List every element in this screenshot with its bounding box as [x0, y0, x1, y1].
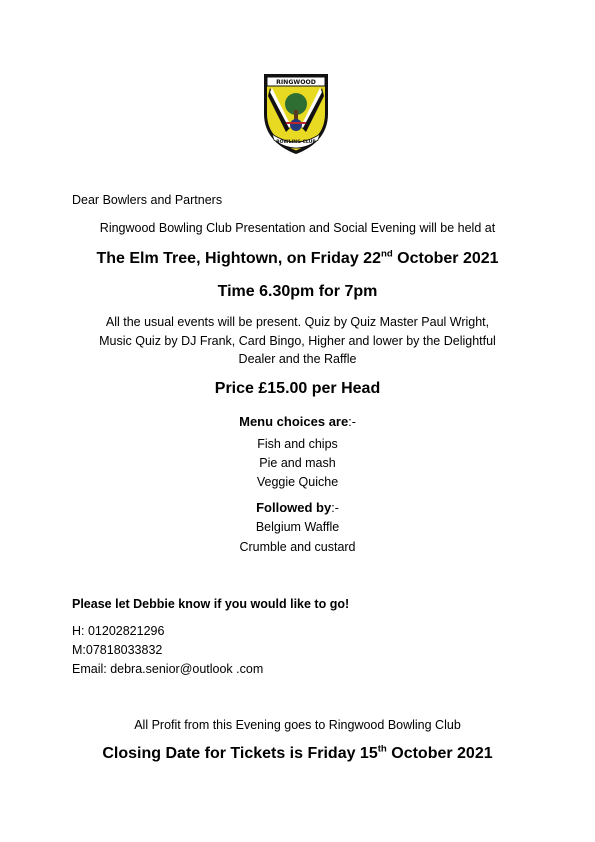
- price-heading: Price £15.00 per Head: [214, 380, 381, 397]
- menu-item: Fish and chips: [257, 437, 338, 451]
- followed-heading: Followed by:-: [256, 500, 339, 515]
- time-heading: Time 6.30pm for 7pm: [217, 283, 378, 300]
- events-line-3: Dealer and the Raffle: [238, 352, 357, 366]
- intro-text: Ringwood Bowling Club Presentation and Social Evening will be held at: [99, 221, 496, 235]
- menu-heading: Menu choices are:-: [239, 414, 356, 429]
- closing-date: Closing Date for Tickets is Friday 15th October 2021: [102, 743, 493, 762]
- menu-item: Pie and mash: [259, 456, 336, 470]
- crest-top-text: RINGWOOD: [276, 79, 316, 86]
- home-phone: H: 01202821296: [72, 624, 165, 638]
- contact-request: Please let Debbie know if you would like to go!: [72, 597, 350, 611]
- email-address: Email: debra.senior@outlook .com: [72, 662, 264, 676]
- mobile-phone: M:07818033832: [72, 643, 163, 657]
- club-crest-logo: [260, 70, 332, 156]
- dessert-item: Belgium Waffle: [255, 520, 340, 534]
- events-line-2: Music Quiz by DJ Frank, Card Bingo, Higher and lower by the Delightful: [99, 334, 496, 348]
- menu-item: Veggie Quiche: [256, 475, 339, 489]
- dessert-item: Crumble and custard: [239, 540, 356, 554]
- profit-note: All Profit from this Evening goes to Ringwood Bowling Club: [134, 718, 461, 732]
- greeting: Dear Bowlers and Partners: [72, 193, 223, 207]
- events-line-1: All the usual events will be present. Quiz by Quiz Master Paul Wright,: [105, 315, 490, 329]
- crest-bottom-text: BOWLING CLUB: [276, 140, 316, 145]
- venue-heading: The Elm Tree, Hightown, on Friday 22nd October 2021: [96, 248, 499, 267]
